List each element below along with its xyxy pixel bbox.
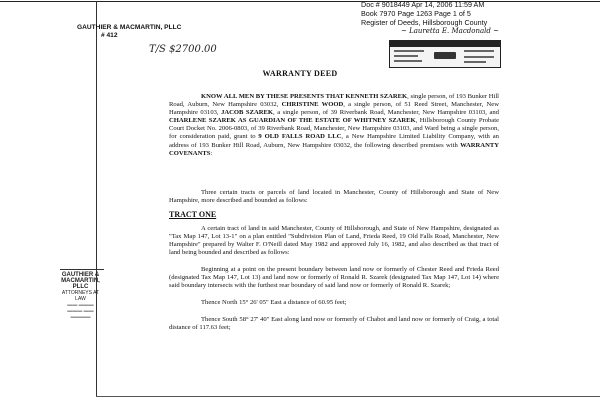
side-firm-address: ▬▬ ▬▬▬ ▬▬▬ ▬▬ ▬▬▬▬	[67, 302, 94, 320]
recording-book-line: Book 7970 Page 1263 Page 1 of 5	[361, 9, 471, 18]
p1-text: , single person, of 193 Bunker Hill Road, Auburn, New Hampshire 03032,	[169, 93, 500, 109]
stamp-line	[394, 55, 418, 57]
recording-doc-line: Doc # 9018449 Apr 14, 2006 11:59 AM	[361, 0, 485, 9]
beginning-point: Beginning at a point on the present boundary between land now or formerly of Chester Reed and Frieda Reed (designated Tax Map 147, Lot 13) and land now or formerly of Ronald R. Szarek (designated Tax Map 147, Lot 14) where said boundary intersects with the furthest rear boundary of said land now or formerly of Ronald R. Szarek;	[169, 266, 499, 290]
deed-title: WARRANTY DEED	[262, 69, 338, 78]
side-divider	[60, 269, 104, 270]
recording-info	[361, 0, 591, 36]
p1-text: , a single person, of 39 Riverbank Road, Manchester, New Hampshire 03103, and	[273, 109, 499, 117]
grantors-paragraph	[169, 93, 499, 158]
side-firm-role: ATTORNEYS AT LAW	[61, 290, 100, 302]
stamp-line	[464, 50, 494, 52]
p1-name: WARRANTY COVENANTS	[169, 141, 499, 157]
p1-name: 9 OLD FALLS ROAD LLC	[258, 133, 342, 141]
tracts-paragraph: Three certain tracts or parcels of land located in Manchester, County of Hillsborough and State of New Hampshire, more described and bounded as follows:	[169, 189, 499, 205]
side-firm-block	[58, 272, 103, 320]
recording-register-line: Register of Deeds, Hillsborough County	[361, 18, 488, 27]
stamp-line	[394, 60, 422, 62]
stamp-line	[394, 50, 424, 52]
recording-stamp	[389, 40, 501, 68]
p1-text: , Hillsborough County Probate Court Docket No. 2006-0803, of 39 Riverbank Road, Manchester, New Hampshire 03103, and Ward being a single person, for consideration paid, grant to	[169, 117, 499, 141]
left-border	[96, 1, 97, 397]
p1-text: :	[210, 149, 213, 157]
firm-number: # 412	[101, 32, 118, 39]
stamp-mark	[434, 52, 456, 59]
stamp-line	[464, 56, 494, 58]
bearing-north: Thence North 15° 26' 05" East a distance of 60.95 feet;	[201, 299, 347, 306]
p1-text: , a New Hampshire Limited Liability Company, with an address of 193 Bunker Hill Road, Auburn, New Hampshire 03032, the following described premises with	[169, 133, 499, 149]
tax-stamp-note: T/S $2700.00	[149, 44, 217, 55]
intro-bold: KNOW ALL MEN BY THESE PRESENTS THAT KENNETH SZAREK	[201, 93, 408, 100]
firm-name: GAUTHIER & MACMARTIN, PLLC	[77, 24, 182, 31]
side-firm-name-1: GAUTHIER &	[61, 272, 100, 278]
side-firm-name-2: MACMARTIN, PLLC	[61, 278, 100, 290]
register-signature: ~ Lauretta E. Macdonald ~	[401, 27, 499, 35]
tract-one-heading: TRACT ONE	[169, 210, 217, 219]
firm-header	[77, 24, 181, 40]
stamp-band	[390, 41, 500, 47]
p1-name: CHRISTINE WOOD	[281, 101, 344, 109]
bottom-border	[96, 396, 600, 397]
p1-name: JACOB SZAREK	[221, 109, 274, 117]
p1-text: , a single person, of 51 Reed Street, Manchester, New Hampshire 03103,	[169, 101, 499, 117]
stamp-line	[464, 61, 486, 63]
p1-name: CHARLENE SZAREK AS GUARDIAN OF THE ESTATE OF WHITNEY SZAREK	[169, 117, 416, 125]
bearing-south: Thence South 58° 27' 40" East along land now or formerly of Chabot and land now or formerly of Craig, a total distance of 117.63 feet;	[169, 316, 499, 332]
tract-description: A certain tract of land in said Manchester, County of Hillsborough, and State of New Hampshire, designated as "Tax Map 147, Lot 13-1" on a plan entitled "Subdivision Plan of Land, Frieda Reed, 19 Old Falls Road, Manchester, New Hampshire" prepared by Walter F. O'Neill dated May 1982 and approved July 16, 1982, and also described as that tract of land being bounded and described as follows:	[169, 225, 499, 257]
